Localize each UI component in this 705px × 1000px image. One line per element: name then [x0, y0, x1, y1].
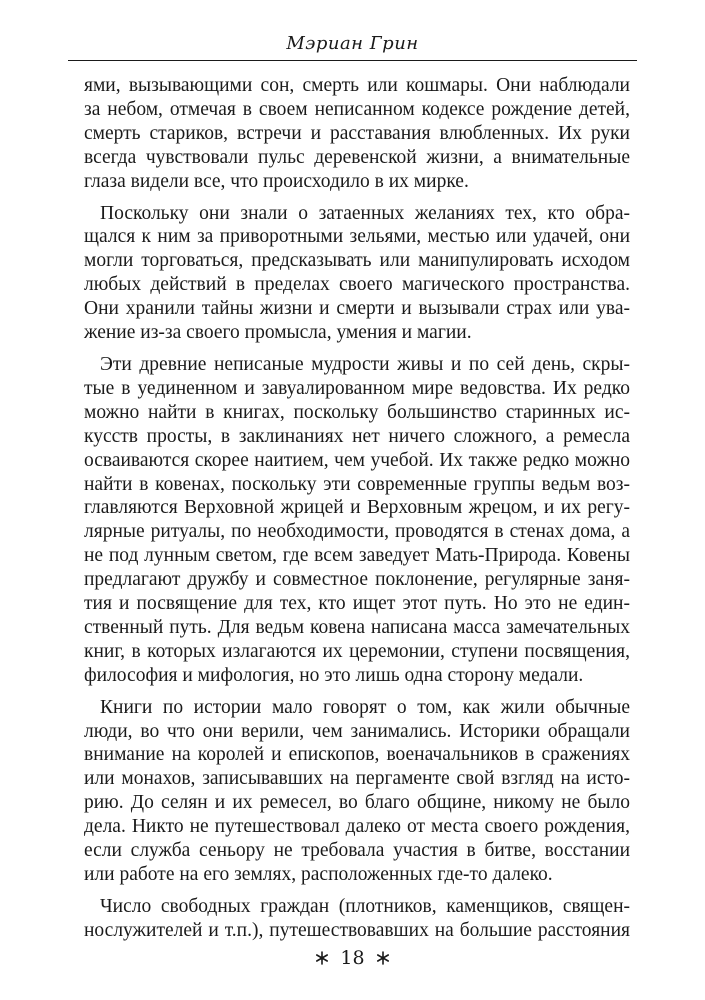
- text-line: ями, вызывающими сон, смерть или кошмары. Они наблюдали: [84, 75, 630, 96]
- text-line: Число свободных граждан (плотников, каменщиков, священ-: [100, 895, 630, 917]
- text-line: лярные ритуалы, по необходимости, проводятся в стенах дома, а: [84, 521, 630, 543]
- text-line: главляются Верховной жрицей и Верховным жрецом, и их регу-: [84, 497, 630, 519]
- text-line: Книги по истории мало говорят о том, как жили обычные: [100, 696, 630, 718]
- text-line: дела. Никто не путешествовал далеко от места своего рождения,: [84, 816, 630, 838]
- text-line: могли торговаться, предсказывать или манипулировать исходом: [84, 250, 630, 272]
- text-line: внимание на королей и епископов, военачальников в сражениях: [84, 744, 630, 766]
- paragraph-4: [84, 696, 630, 887]
- text-line: философия и мифология, но это лишь одна сторону медали.: [84, 664, 584, 686]
- text-line: предлагают дружбу и совместное поклонение, регулярные заня-: [84, 569, 630, 591]
- text-line: не под лунным светом, где всем заведует Мать-Природа. Ковены: [84, 545, 630, 567]
- running-header: [68, 30, 637, 61]
- main-text: [84, 74, 630, 951]
- text-line: Эти древние неписаные мудрости живы и по сей день, скры-: [100, 353, 630, 375]
- text-line: нослужителей и т.п.), путешествовавших на большие расстояния: [84, 919, 630, 941]
- paragraph-2: [84, 202, 630, 345]
- asterisk-flower-ornament-icon: [315, 951, 329, 965]
- text-line: тия и посвящение для тех, кто ищет этот путь. Но это не един-: [84, 593, 630, 615]
- text-line: рию. До селян и их ремесел, во благо общине, никому не было: [84, 792, 630, 814]
- asterisk-flower-ornament-icon: [376, 951, 390, 965]
- text-line: Они хранили тайны жизни и смерти и вызывали страх или ува-: [84, 298, 630, 320]
- text-line: или работе на его землях, расположенных где-то далеко.: [84, 864, 553, 885]
- paragraph-5: [84, 895, 630, 943]
- text-line: можно найти в книгах, поскольку большинство старинных ис-: [84, 401, 630, 423]
- text-line: ственный путь. Для ведьм ковена написана масса замечательных: [84, 616, 630, 638]
- text-line: жение из-за своего промысла, умения и магии.: [84, 322, 472, 344]
- page-footer: [0, 946, 705, 969]
- paragraph-3: [84, 353, 630, 688]
- text-line: Поскольку они знали о затаенных желаниях тех, кто обра-: [100, 202, 630, 224]
- text-line: тые в уединенном и завуалированном мире ведовства. Их редко: [84, 377, 630, 399]
- text-line: кусств просты, в заклинаниях нет ничего сложного, а ремесла: [84, 425, 630, 447]
- text-line: смерть стариков, встречи и расставания влюбленных. Их руки: [84, 122, 630, 144]
- page-number: 18: [340, 947, 365, 970]
- text-line: щался к ним за приворотными зельями, местью или удачей, они: [84, 226, 630, 248]
- text-line: всегда чувствовали пульс деревенской жизни, а внимательные: [84, 146, 630, 168]
- text-line: если служба сеньору не требовала участия в битве, восстании: [84, 840, 630, 862]
- text-line: осваиваются скорее наитием, чем учебой. Их также редко можно: [84, 449, 630, 471]
- text-line: глаза видели все, что происходило в их мирке.: [84, 170, 469, 192]
- text-line: или монахов, записывавших на пергаменте свой взгляд на исто-: [84, 768, 630, 790]
- text-line: за небом, отмечая в своем неписанном кодексе рождение детей,: [84, 98, 630, 120]
- text-line: книг, в которых излагаются их церемонии, ступени посвящения,: [84, 640, 630, 662]
- text-line: люди, во что они верили, чем занимались. Историки обращали: [84, 720, 630, 742]
- running-title: Мэриан Грин: [286, 33, 419, 54]
- text-line: любых действий в пределах своего магического пространства.: [84, 274, 630, 296]
- text-line: найти в ковенах, поскольку эти современные группы ведьм воз-: [84, 473, 630, 495]
- paragraph-1: [84, 74, 630, 194]
